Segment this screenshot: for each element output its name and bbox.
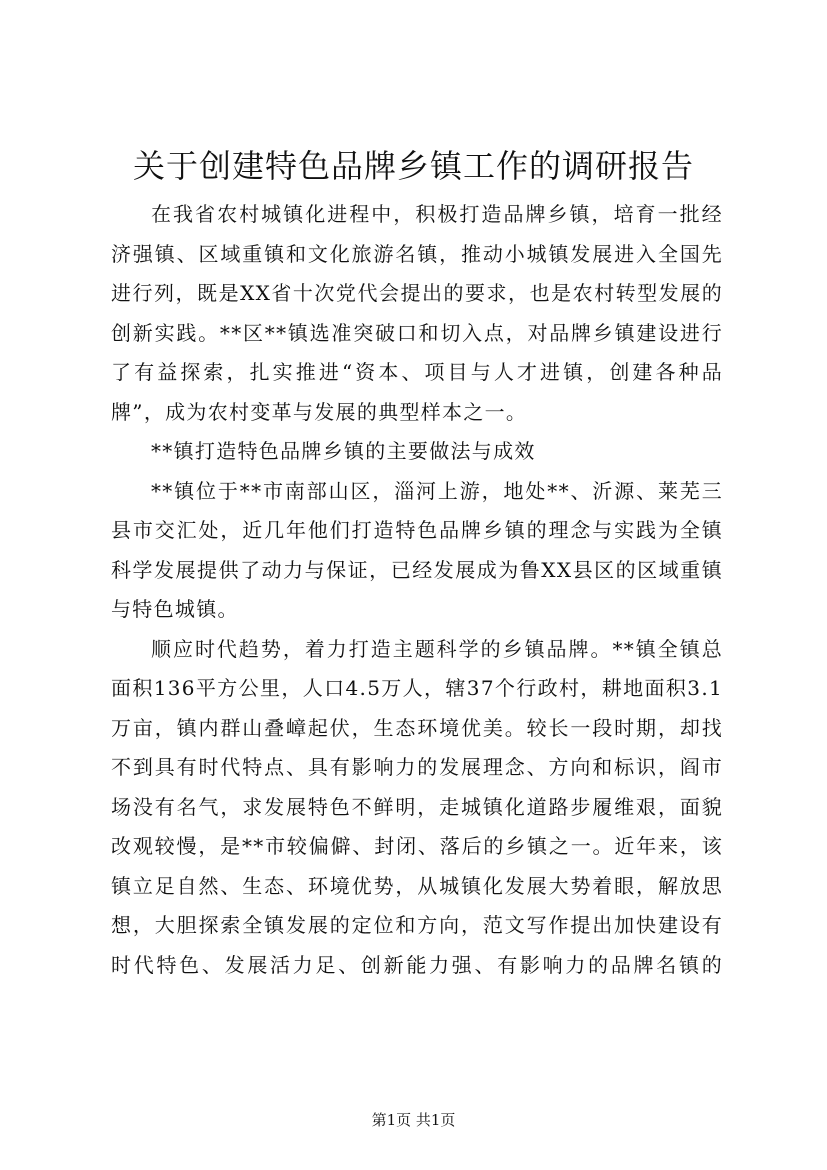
document-title: 关于创建特色品牌乡镇工作的调研报告 (132, 147, 694, 185)
paragraph-intro: 在我省农村城镇化进程中，积极打造品牌乡镇，培育一批经济强镇、区域重镇和文化旅游名镇，推动小城镇发展进入全国先进行列，既是XX省十次党代会提出的要求，也是农村转型发展的创新实践。**区**镇选准突破口和切入点，对品牌乡镇建设进行了有益探索，扎实推进“资本、项目与人才进镇，创建各种品牌”，成为农村变革与发展的典型样本之一。 (111, 202, 723, 424)
page-footer: 第1页 共1页 (371, 1111, 456, 1129)
paragraph-brand: 顺应时代趋势，着力打造主题科学的乡镇品牌。**镇全镇总面积136平方公里，人口4.5万人，辖37个行政村，耕地面积3.1万亩，镇内群山叠嶂起伏，生态环境优美。较长一段时期，却找不到具有时代特点、具有影响力的发展理念、方向和标识，阎市场没有名气，求发展特色不鲜明，走城镇化道路步履维艰，面貌改观较慢，是**市较偏僻、封闭、落后的乡镇之一。近年来，该镇立足自然、生态、环境优势，从城镇化发展大势着眼，解放思想，大胆探索全镇发展的定位和方向，范文写作提出加快建设有时代特色、发展活力足、创新能力强、有影响力的品牌名镇的 (111, 636, 723, 977)
paragraph-location: **镇位于**市南部山区，淄河上游，地处**、沂源、莱芜三县市交汇处，近几年他们打造特色品牌乡镇的理念与实践为全镇科学发展提供了动力与保证，已经发展成为鲁XX县区的区域重镇与特色城镇。 (111, 478, 723, 621)
section-heading: **镇打造特色品牌乡镇的主要做法与成效 (151, 439, 536, 463)
document-body (111, 195, 723, 985)
